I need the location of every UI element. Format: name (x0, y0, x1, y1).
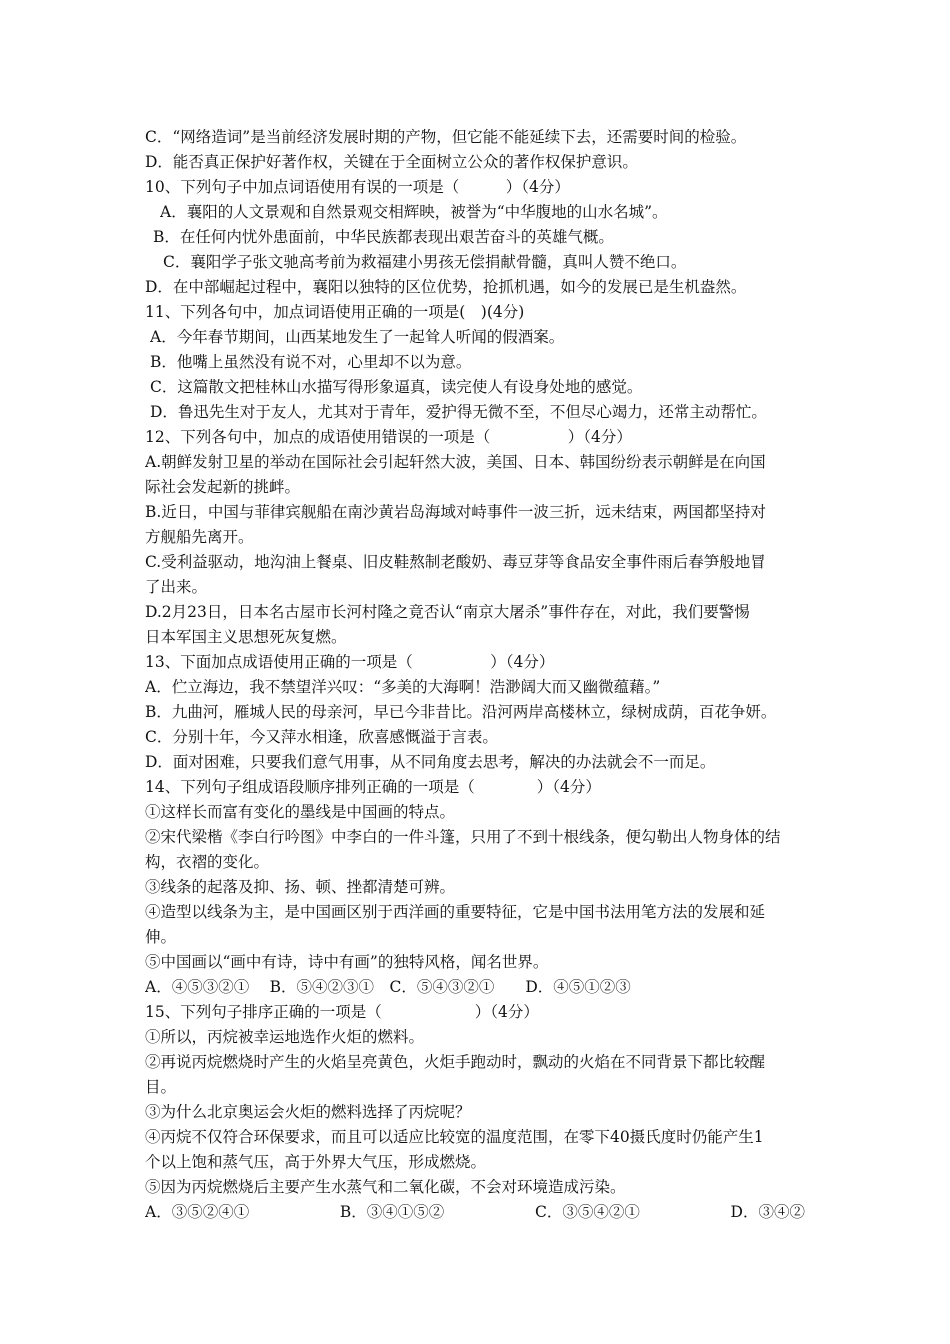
sentence-1-q15: ①所以，丙烷被幸运地选作火炬的燃料。 (145, 1028, 425, 1046)
option-c-q9: C．“网络造词”是当前经济发展时期的产物，但它能不能延续下去，还需要时间的检验。 (145, 128, 747, 146)
question-14: 14、下列句子组成语段顺序排列正确的一项是（ ）（4分） (145, 778, 601, 796)
option-d-q9: D．能否真正保护好著作权，关键在于全面树立公众的著作权保护意识。 (145, 153, 638, 171)
sentence-3-q14: ③线条的起落及抑、扬、顿、挫都清楚可辨。 (145, 878, 456, 896)
option-d-q13: D．面对困难，只要我们意气用事，从不同角度去思考，解决的办法就会不一而足。 (145, 753, 716, 771)
option-c-q12: C.受利益驱动，地沟油上餐桌、旧皮鞋熬制老酸奶、毒豆芽等食品安全事件雨后春笋般地冒 (145, 553, 766, 571)
sentence-4-q14-cont: 伸。 (145, 928, 177, 946)
question-12: 12、下列各句中，加点的成语使用错误的一项是（ ）（4分） (145, 428, 632, 446)
sentence-2-q14-cont: 构，衣褶的变化。 (145, 853, 270, 871)
options-q15 (145, 1202, 805, 1222)
option-b-q12-cont: 方舰船先离开。 (145, 528, 254, 546)
option-b-q11: B．他嘴上虽然没有说不对，心里却不以为意。 (150, 353, 472, 371)
option-d-q15: D．③④② (730, 1203, 805, 1221)
sentence-2-q15-cont: 目。 (145, 1078, 177, 1096)
question-15: 15、下列句子排序正确的一项是（ ）（4分） (145, 1003, 539, 1021)
option-a-q15: A．③⑤②④① (145, 1203, 250, 1221)
option-d-q11: D．鲁迅先生对于友人，尤其对于青年，爱护得无微不至，不但尽心竭力，还常主动帮忙。 (150, 403, 767, 421)
option-c-q15: C．③⑤④②① (534, 1203, 640, 1221)
option-c-q11: C．这篇散文把桂林山水描写得形象逼真，读完使人有设身处地的感觉。 (150, 378, 643, 396)
sentence-2-q15: ②再说丙烷燃烧时产生的火焰呈亮黄色，火炬手跑动时，飘动的火焰在不同背景下都比较醒 (145, 1053, 766, 1071)
question-11: 11、下列各句中，加点词语使用正确的一项是( )(4分) (145, 303, 525, 321)
sentence-5-q14: ⑤中国画以“画中有诗，诗中有画”的独特风格，闻名世界。 (145, 953, 549, 971)
option-a-q11: A．今年春节期间，山西某地发生了一起耸人听闻的假酒案。 (150, 328, 565, 346)
question-13: 13、下面加点成语使用正确的一项是（ ）（4分） (145, 653, 555, 671)
options-q14: A．④⑤③②① B．⑤④②③① C．⑤④③②① D．④⑤①②③ (145, 978, 631, 996)
option-b-q15: B．③④①⑤② (339, 1203, 445, 1221)
sentence-1-q14: ①这样长而富有变化的墨线是中国画的特点。 (145, 803, 456, 821)
sentence-2-q14: ②宋代梁楷《李白行吟图》中李白的一件斗篷，只用了不到十根线条，便勾勒出人物身体的结 (145, 828, 781, 846)
question-10: 10、下列句子中加点词语使用有误的一项是（ ）（4分） (145, 178, 570, 196)
option-a-q10: A．襄阳的人文景观和自然景观交相辉映，被誉为“中华腹地的山水名城”。 (160, 203, 668, 221)
option-a-q13: A．伫立海边，我不禁望洋兴叹：“多美的大海啊！浩渺阔大而又幽微蕴藉。” (145, 678, 661, 696)
option-d-q10: D．在中部崛起过程中，襄阳以独特的区位优势，抢抓机遇，如今的发展已是生机盎然。 (145, 278, 747, 296)
option-b-q13: B．九曲河，雁城人民的母亲河，早已今非昔比。沿河两岸高楼林立，绿树成荫，百花争妍。 (145, 703, 777, 721)
option-b-q10: B．在任何内忧外患面前，中华民族都表现出艰苦奋斗的英雄气概。 (153, 228, 614, 246)
sentence-4-q14: ④造型以线条为主，是中国画区别于西洋画的重要特征，它是中国书法用笔方法的发展和延 (145, 903, 766, 921)
sentence-4-q15-cont: 个以上饱和蒸气压，高于外界大气压，形成燃烧。 (145, 1153, 487, 1171)
option-a-q12: A.朝鲜发射卫星的举动在国际社会引起轩然大波，美国、日本、韩国纷纷表示朝鲜是在向国 (145, 453, 766, 471)
option-b-q12: B.近日，中国与菲律宾舰船在南沙黄岩岛海域对峙事件一波三折，远未结束，两国都坚持对 (145, 503, 766, 521)
sentence-5-q15: ⑤因为丙烷燃烧后主要产生水蒸气和二氧化碳，不会对环境造成污染。 (145, 1178, 626, 1196)
option-c-q13: C．分别十年，今又萍水相逢，欣喜感慨溢于言表。 (145, 728, 498, 746)
option-d-q12-cont: 日本军国主义思想死灰复燃。 (145, 628, 347, 646)
option-d-q12: D.2月23日，日本名古屋市长河村隆之竟否认“南京大屠杀”事件存在，对此，我们要警惕 (145, 603, 750, 621)
sentence-3-q15: ③为什么北京奥运会火炬的燃料选择了丙烷呢？ (145, 1103, 471, 1121)
option-c-q10: C．襄阳学子张文驰高考前为救福建小男孩无偿捐献骨髓，真叫人赞不绝口。 (163, 253, 687, 271)
option-a-q12-cont: 际社会发起新的挑衅。 (145, 478, 301, 496)
sentence-4-q15: ④丙烷不仅符合环保要求，而且可以适应比较宽的温度范围，在零下40摄氏度时仍能产生1 (145, 1128, 764, 1146)
option-c-q12-cont: 了出来。 (145, 578, 208, 596)
